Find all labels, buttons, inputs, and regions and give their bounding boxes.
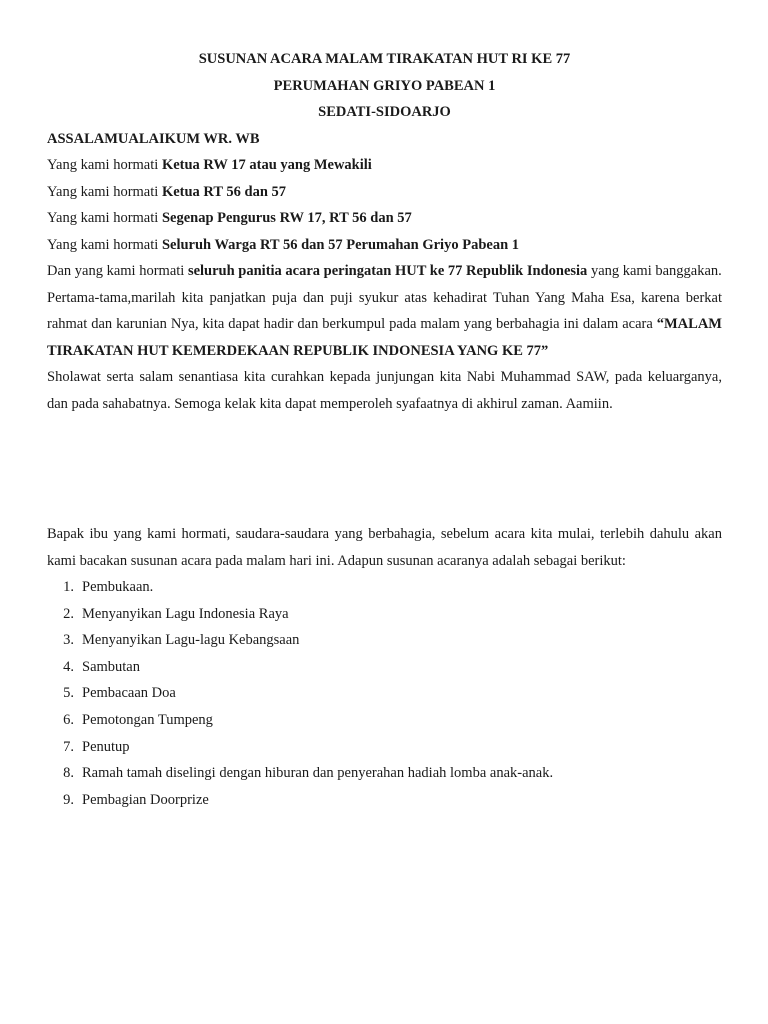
agenda-number: 1. — [63, 579, 74, 595]
sholawat-paragraph: Sholawat serta salam senantiasa kita curahkan kepada junjungan kita Nabi Muhammad SAW, pada keluarganya, dan pada sahabatnya. Semoga kelak kita dapat memperoleh syafaatnya di akhirul zaman. Aamiin. — [47, 369, 722, 412]
honorific-prefix: Yang kami hormati — [47, 157, 162, 173]
agenda-number: 8. — [63, 765, 74, 782]
honorific-name: Ketua RT 56 dan 57 — [161, 183, 287, 200]
event-name: “MALAM TIRAKATAN HUT KEMERDEKAAN REPUBLIK INDONESIA YANG KE 77” — [47, 316, 722, 359]
agenda-item — [47, 627, 722, 654]
agenda-item — [47, 760, 722, 787]
agenda-text: Sambutan — [82, 658, 140, 675]
honorific-name: Segenap Pengurus RW 17, RT 56 dan 57 — [161, 210, 412, 226]
agenda-text: Pembacaan Doa — [82, 685, 176, 702]
agenda-number: 5. — [63, 685, 74, 702]
committee-name: seluruh panitia acara peringatan HUT ke 77 Republik Indonesia — [187, 263, 588, 279]
title-line-1: SUSUNAN ACARA MALAM TIRAKATAN HUT RI KE 77 — [198, 51, 571, 67]
honorific-line — [47, 152, 722, 179]
greeting: ASSALAMUALAIKUM WR. WB — [47, 130, 260, 147]
agenda-number: 7. — [63, 738, 74, 755]
honorific-prefix: Yang kami hormati — [47, 236, 162, 253]
agenda-number: 6. — [63, 711, 74, 728]
agenda-item — [47, 680, 722, 707]
committee-suffix: yang kami banggakan. — [587, 263, 722, 279]
honorific-line — [47, 232, 722, 259]
agenda-text: Menyanyikan Lagu Indonesia Raya — [82, 605, 289, 622]
spacer — [47, 417, 722, 521]
agenda-text: Ramah tamah diselingi dengan hiburan dan penyerahan hadiah lomba anak-anak. — [82, 765, 554, 782]
agenda-number: 2. — [63, 605, 74, 622]
honorific-line — [47, 179, 722, 206]
agenda-number: 9. — [63, 791, 74, 808]
agenda-item — [47, 574, 722, 601]
agenda-item — [47, 707, 722, 734]
agenda-item — [47, 734, 722, 761]
intro-paragraph: Bapak ibu yang kami hormati, saudara-saudara yang berbahagia, sebelum acara kita mulai, terlebih dahulu akan kami bacakan susunan acara pada malam hari ini. Adapun susunan acaranya adalah sebagai berikut: — [47, 526, 722, 569]
honorific-prefix: Yang kami hormati — [47, 183, 162, 200]
opening-paragraph — [47, 285, 722, 365]
honorific-line — [47, 205, 722, 232]
committee-paragraph — [47, 258, 722, 285]
agenda-text: Menyanyikan Lagu-lagu Kebangsaan — [82, 632, 300, 649]
opening-text: Pertama-tama,marilah kita panjatkan puja dan puji syukur atas kehadirat Tuhan Yang Maha Esa, karena berkat rahmat dan karunian Nya, kita dapat hadir dan berkumpul pada malam yang berbahagia ini dalam acara — [47, 289, 722, 332]
agenda-text: Pembukaan. — [82, 579, 154, 595]
agenda-text: Penutup — [82, 738, 130, 755]
agenda-text: Pemotongan Tumpeng — [82, 711, 213, 728]
agenda-number: 3. — [63, 632, 74, 649]
title-line-3: SEDATI-SIDOARJO — [318, 104, 451, 120]
agenda-number: 4. — [63, 658, 74, 675]
agenda-text: Pembagian Doorprize — [82, 791, 209, 808]
document-header — [47, 0, 722, 126]
committee-prefix: Dan yang kami hormati — [47, 263, 188, 279]
agenda-list — [47, 574, 722, 813]
agenda-item — [47, 601, 722, 628]
title-line-2: PERUMAHAN GRIYO PABEAN 1 — [273, 77, 496, 94]
honorific-name: Seluruh Warga RT 56 dan 57 Perumahan Griyo Pabean 1 — [161, 236, 520, 253]
agenda-item — [47, 654, 722, 681]
agenda-item — [47, 787, 722, 814]
honorific-name: Ketua RW 17 atau yang Mewakili — [161, 157, 372, 173]
honorific-prefix: Yang kami hormati — [47, 210, 162, 226]
